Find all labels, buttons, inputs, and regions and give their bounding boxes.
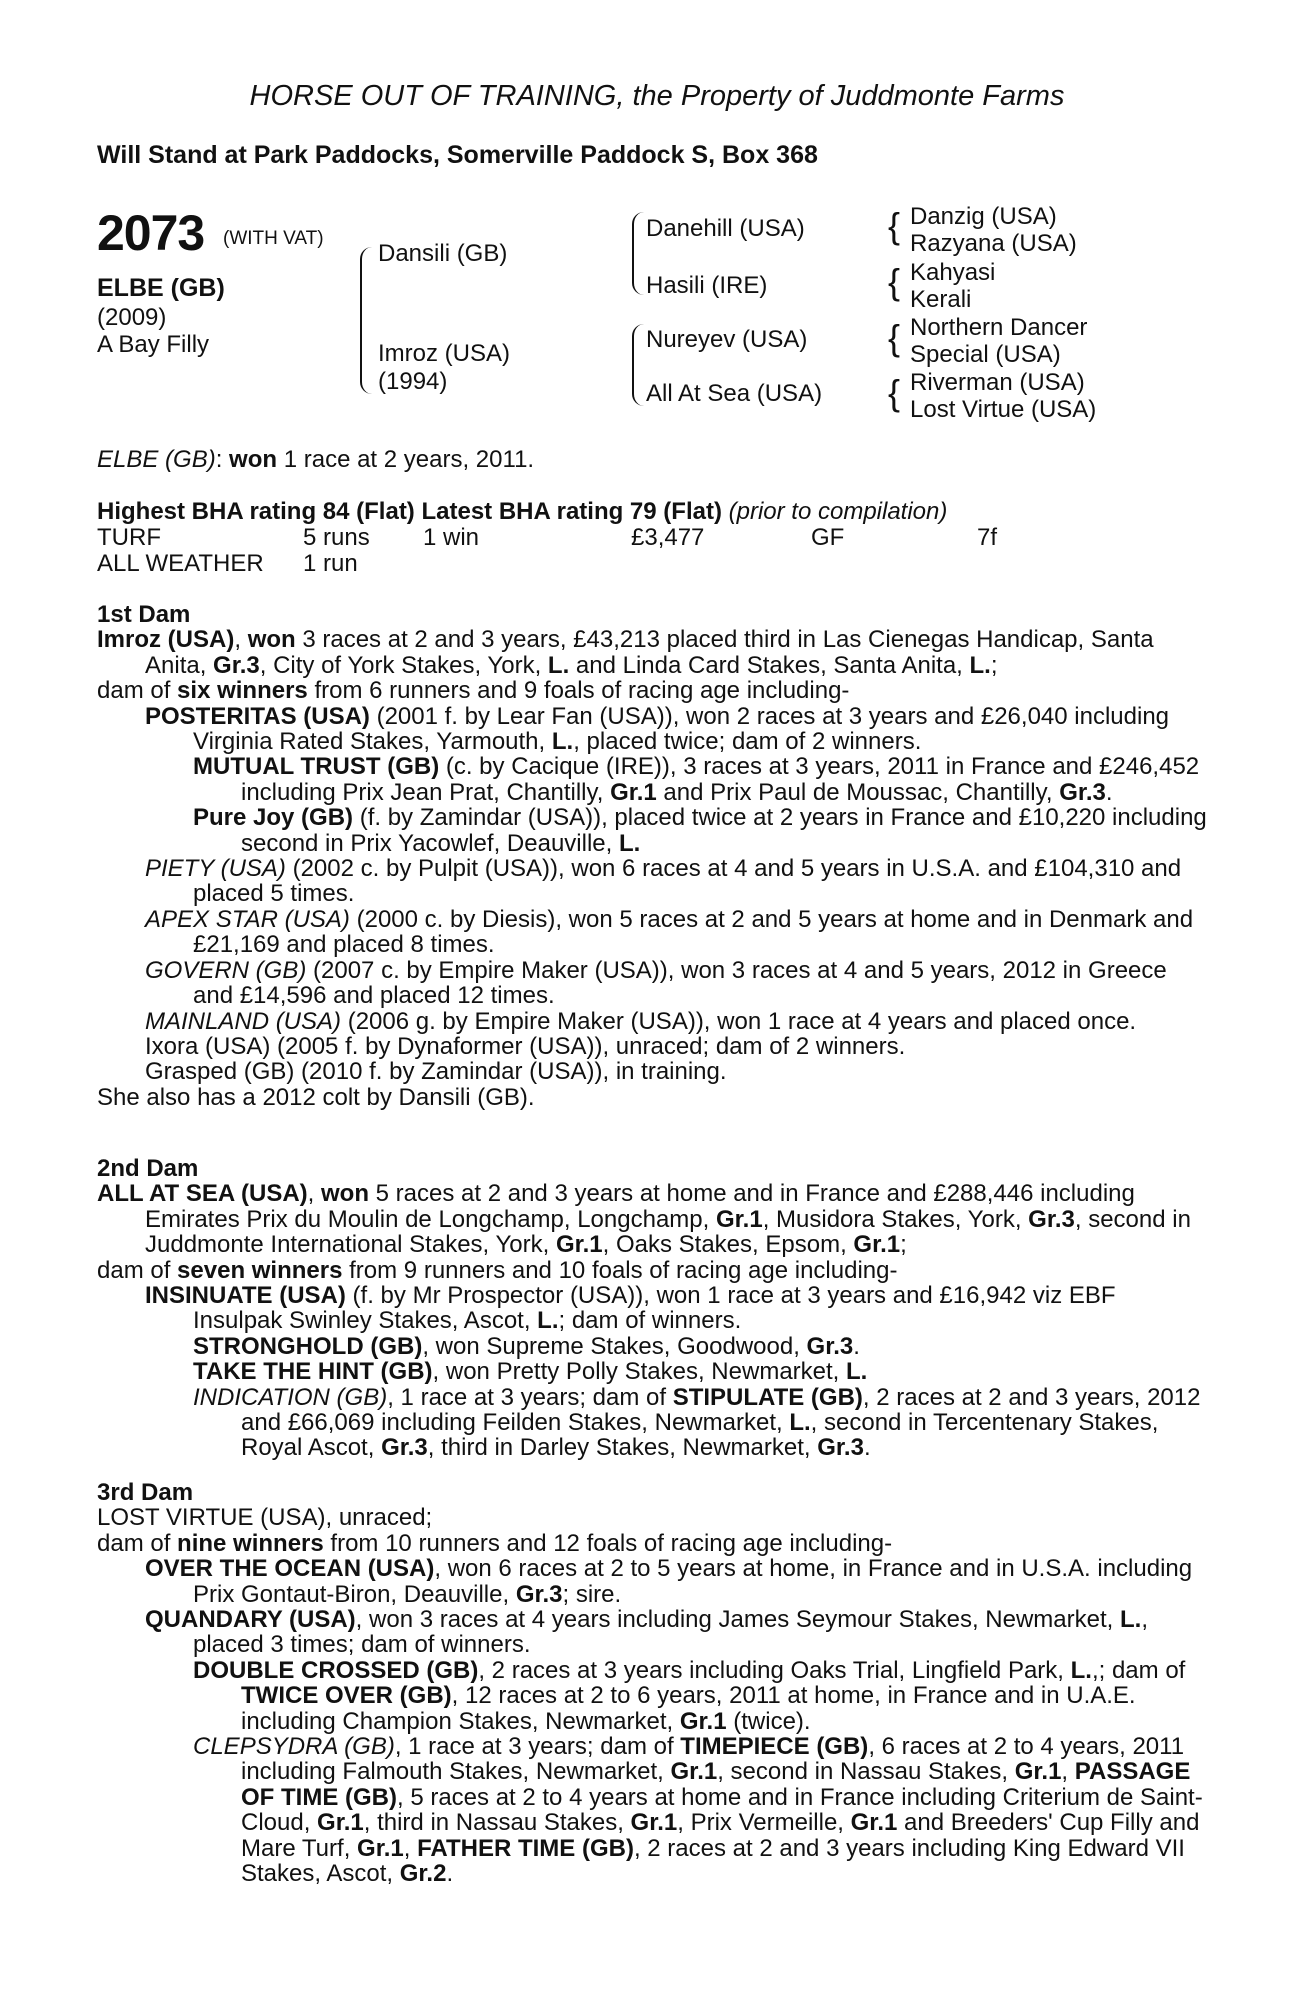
first-dam-heading: 1st Dam — [97, 601, 191, 628]
pedigree-brace-g4: { — [888, 372, 901, 413]
pedigree-dam-sire: Nureyev (USA) — [646, 326, 808, 353]
pedigree-brace-sire — [632, 212, 644, 295]
produce-quandary: QUANDARY (USA), won 3 races at 4 years including James Seymour Stakes, Newmarket, L., placed 3 times; dam of winners. — [145, 1606, 1148, 1659]
first-dam-para: Imroz (USA), won 3 races at 2 and 3 years, £43,213 placed third in Las Cienegas Handicap, Santa Anita, Gr.3, City of York Stakes, York, L. and Linda Card Stakes, Santa Anita, L.; — [97, 626, 1154, 679]
second-dam-produce: dam of seven winners from 9 runners and 10 foals of racing age including- — [97, 1256, 898, 1284]
summary-text: 1 race at 2 years, 2011. — [277, 446, 535, 473]
produce-note: She also has a 2012 colt by Dansili (GB). — [97, 1083, 535, 1111]
pedigree-brace-main — [360, 247, 372, 394]
rating-line — [97, 498, 947, 526]
turf-wins: 1 win — [423, 524, 480, 551]
pedigree-brace-g1: { — [888, 205, 901, 246]
second-dam-para: ALL AT SEA (USA), won 5 races at 2 and 3 years at home and in France and £288,446 including Emirates Prix du Moulin de Longchamp, Longchamp, Gr.1, Musidora Stakes, York, Gr.3, second in Juddmonte International Stakes, York, Gr.1, Oaks Stakes, Epsom, Gr.1; — [97, 1180, 1191, 1259]
produce-over-the-ocean: OVER THE OCEAN (USA), won 6 races at 2 to 5 years at home, in France and in U.S.A. including Prix Gontaut-Biron, Deauville, Gr.3; sire. — [145, 1555, 1193, 1608]
summary-won: won — [229, 446, 278, 473]
all-weather-row — [97, 550, 358, 578]
page-title: HORSE OUT OF TRAINING, the Property of Juddmonte Farms — [249, 80, 1065, 112]
turf-distance: 7f — [977, 524, 998, 551]
third-dam-section — [97, 1480, 1207, 1887]
stand-location: Will Stand at Park Paddocks, Somerville Paddock S, Box 368 — [97, 141, 818, 169]
pedigree-sire-sire: Danehill (USA) — [646, 215, 805, 242]
turf-going: GF — [811, 524, 845, 551]
produce-take-the-hint: TAKE THE HINT (GB), won Pretty Polly Stakes, Newmarket, L. — [193, 1358, 868, 1386]
rating-note: (prior to compilation) — [728, 498, 948, 525]
second-dam-heading: 2nd Dam — [97, 1155, 199, 1182]
vat-label: (WITH VAT) — [223, 228, 324, 249]
produce-stronghold: STRONGHOLD (GB), won Supreme Stakes, Goodwood, Gr.3. — [193, 1332, 860, 1360]
pedigree-brace-dam — [632, 324, 644, 406]
horse-year: (2009) — [97, 304, 167, 331]
produce-posteritas: POSTERITAS (USA) (2001 f. by Lear Fan (USA)), won 2 races at 3 years and £26,040 including Virginia Rated Stakes, Yarmouth, L., placed twice; dam of 2 winners. — [145, 702, 1170, 756]
pedigree-g5: Northern Dancer — [910, 314, 1088, 341]
pedigree-g1: Danzig (USA) — [910, 203, 1057, 230]
pedigree-g4: Kerali — [910, 286, 972, 313]
produce-pure-joy: Pure Joy (GB) (f. by Zamindar (USA)), placed twice at 2 years in France and £10,220 including second in Prix Yacowlef, Deauville, L. — [193, 804, 1207, 857]
pedigree-g8: Lost Virtue (USA) — [910, 396, 1097, 423]
produce-clepsydra: CLEPSYDRA (GB), 1 race at 3 years; dam of TIMEPIECE (GB), 6 races at 2 to 4 years, 2011 including Falmouth Stakes, Newmarket, Gr.1, second in Nassau Stakes, Gr.1, PASSAGE OF TIME (GB), 5 races at 2 to 4 years at home and in France including Criterium de Saint-Cloud, Gr.1, third in Nassau Stakes, Gr.1, Prix Vermeille, Gr.1 and Breeders' Cup Filly and Mare Turf, Gr.1, FATHER TIME (GB), 2 races at 2 and 3 years including King Edward VII Stakes, Ascot, Gr.2. — [193, 1733, 1203, 1888]
horse-info — [97, 272, 225, 358]
pedigree-brace-g3: { — [888, 317, 901, 358]
second-dam-section — [97, 1156, 1207, 1461]
horse-description: A Bay Filly — [97, 331, 210, 358]
produce-mainland: MAINLAND (USA) (2006 g. by Empire Maker (USA)), won 1 race at 4 years and placed once. — [145, 1007, 1137, 1035]
aw-label: ALL WEATHER — [97, 550, 264, 577]
produce-grasped: Grasped (GB) (2010 f. by Zamindar (USA)), in training. — [145, 1058, 727, 1086]
first-dam-section — [97, 602, 1207, 1110]
turf-runs: 5 runs — [303, 524, 370, 551]
pedigree-g3: Kahyasi — [910, 259, 996, 286]
produce-piety: PIETY (USA) (2002 c. by Pulpit (USA)), won 6 races at 4 and 5 years in U.S.A. and £104,310 and placed 5 times. — [145, 855, 1182, 908]
pedigree-g7: Riverman (USA) — [910, 369, 1085, 396]
pedigree-g2: Razyana (USA) — [910, 230, 1077, 257]
produce-apex-star: APEX STAR (USA) (2000 c. by Diesis), won 5 races at 2 and 5 years at home and in Denmark and £21,169 and placed 8 times. — [145, 905, 1194, 959]
summary-name: ELBE (GB) — [97, 446, 216, 473]
pedigree-g6: Special (USA) — [910, 341, 1061, 368]
pedigree-dam: Imroz (USA) — [378, 340, 510, 367]
third-dam-heading: 3rd Dam — [97, 1479, 194, 1506]
turf-label: TURF — [97, 524, 161, 551]
turf-money: £3,477 — [631, 524, 705, 551]
race-summary: ELBE (GB): won 1 race at 2 years, 2011. — [97, 446, 535, 473]
pedigree-dam-year: (1994) — [378, 368, 448, 395]
horse-name: ELBE (GB) — [97, 274, 225, 302]
first-dam-produce: dam of six winners from 6 runners and 9 foals of racing age including- — [97, 677, 850, 705]
pedigree-dam-dam: All At Sea (USA) — [646, 380, 823, 407]
pedigree-sire: Dansili (GB) — [378, 240, 508, 267]
lot-number: 2073 — [97, 205, 205, 261]
produce-insinuate: INSINUATE (USA) (f. by Mr Prospector (USA)), won 1 race at 3 years and £16,942 viz EBF Insulpak Swinley Stakes, Ascot, L.; dam of winners. — [145, 1282, 1116, 1335]
third-dam-para: LOST VIRTUE (USA), unraced; — [97, 1504, 433, 1532]
produce-indication: INDICATION (GB), 1 race at 3 years; dam of STIPULATE (GB), 2 races at 2 and 3 years, 2012 and £66,069 including Feilden Stakes, Newmarket, L., second in Tercentenary Stakes, Royal Ascot, Gr.3, third in Darley Stakes, Newmarket, Gr.3. — [193, 1383, 1201, 1462]
produce-govern: GOVERN (GB) (2007 c. by Empire Maker (USA)), won 3 races at 4 and 5 years, 2012 in Greece and £14,596 and placed 12 times. — [145, 956, 1167, 1010]
produce-ixora: Ixora (USA) (2005 f. by Dynaformer (USA)), unraced; dam of 2 winners. — [145, 1032, 906, 1060]
produce-double-crossed: DOUBLE CROSSED (GB), 2 races at 3 years including Oaks Trial, Lingfield Park, L.,; dam of TWICE OVER (GB), 12 races at 2 to 6 years, 2011 at home, in France and in U.A.E. including Champion Stakes, Newmarket, Gr.1 (twice). — [193, 1656, 1186, 1735]
produce-mutual-trust: MUTUAL TRUST (GB) (c. by Cacique (IRE)), 3 races at 3 years, 2011 in France and £246,452 including Prix Jean Prat, Chantilly, Gr.1 and Prix Paul de Moussac, Chantilly, Gr.3. — [193, 753, 1200, 806]
third-dam-produce: dam of nine winners from 10 runners and 12 foals of racing age including- — [97, 1529, 893, 1557]
aw-runs: 1 run — [303, 550, 358, 577]
pedigree-sire-dam: Hasili (IRE) — [646, 272, 768, 299]
pedigree-brace-g2: { — [888, 261, 901, 302]
rating-text: Highest BHA rating 84 (Flat) Latest BHA rating 79 (Flat) — [97, 498, 722, 525]
